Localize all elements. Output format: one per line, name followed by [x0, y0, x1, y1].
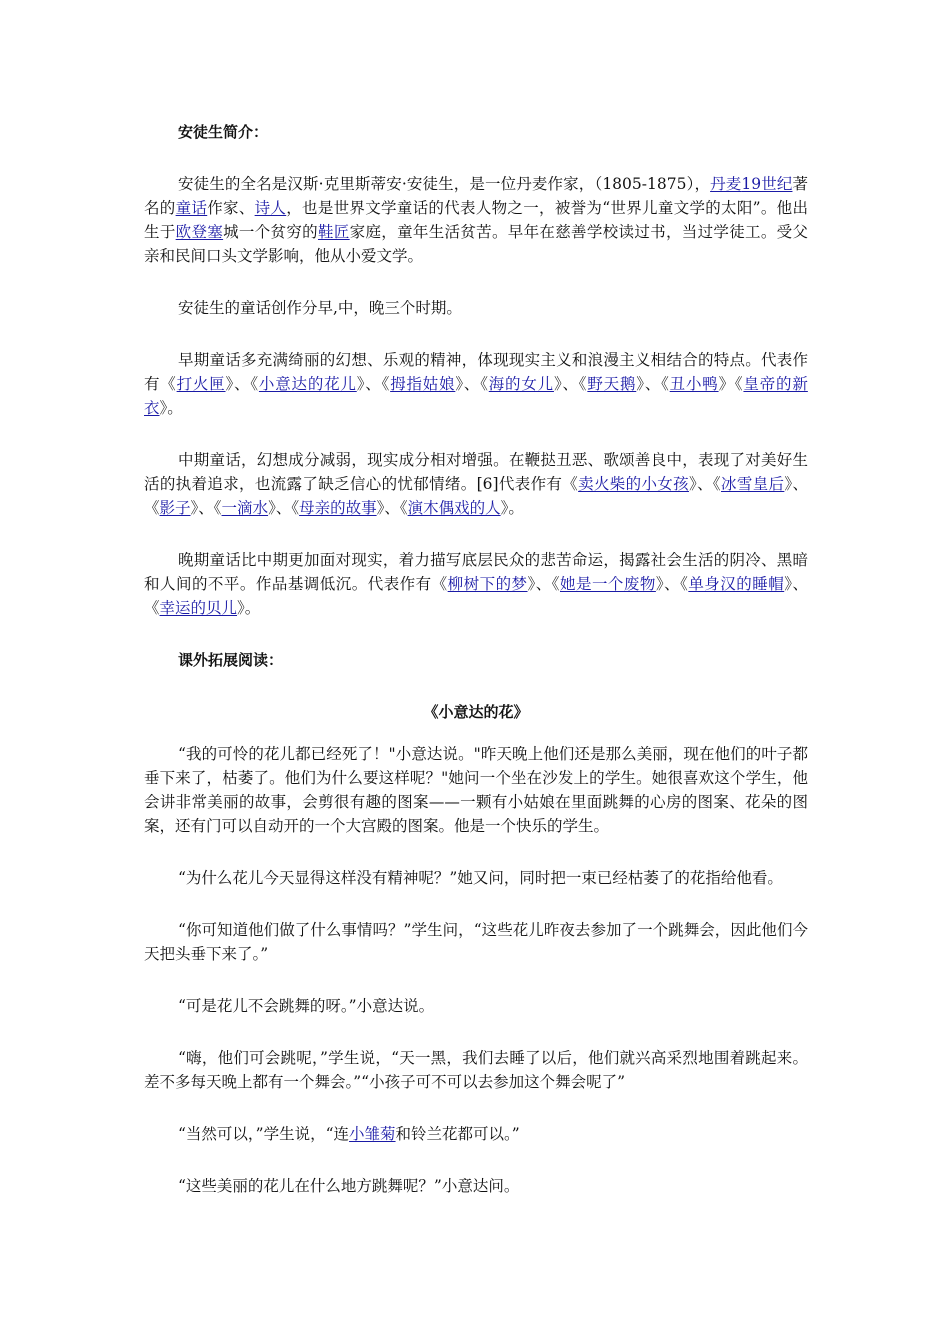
link-puppet-show-man[interactable]: 演木偶戏的人 — [407, 499, 501, 517]
link-thumbelina[interactable]: 拇指姑娘 — [390, 375, 456, 393]
link-19th-century[interactable]: 19世纪 — [741, 175, 793, 193]
link-odense[interactable]: 欧登塞 — [175, 223, 224, 241]
intro-paragraph-middle-period: 中期童话，幻想成分减弱，现实成分相对增强。在鞭挞丑恶、歌颂善良中，表现了对美好生活的执着追求，也流露了缺乏信心的忧郁情绪。[6]代表作有《卖火柴的小女孩》、《冰雪皇后》、《影子》、《一滴水》、《母亲的故事》、《演木偶戏的人》。 — [144, 451, 808, 517]
story-paragraph: “为什么花儿今天显得这样没有精神呢？”她又问，同时把一束已经枯萎了的花指给他看。 — [178, 869, 783, 887]
link-little-idas-flowers[interactable]: 小意达的花儿 — [258, 375, 357, 393]
story-paragraph: “可是花儿不会跳舞的呀。”小意达说。 — [178, 997, 435, 1015]
reading-heading: 课外拓展阅读： — [178, 651, 284, 669]
link-little-mermaid[interactable]: 海的女儿 — [488, 375, 554, 393]
intro-paragraph-biography: 安徒生的全名是汉斯·克里斯蒂安·安徒生，是一位丹麦作家，（1805-1875），丹麦19世纪著名的童话作家、诗人，也是世界文学童话的代表人物之一，被誉为“世界儿童文学的太阳”。他出生于欧登塞城一个贫穷的鞋匠家庭，童年生活贫苦。早年在慈善学校读过书，当过学徒工。受父亲和民间口头文学影响，他从小爱文学。 — [144, 175, 808, 265]
link-snow-queen[interactable]: 冰雪皇后 — [721, 475, 785, 493]
link-shadow[interactable]: 影子 — [159, 499, 191, 517]
link-fairy-tale[interactable]: 童话 — [175, 199, 208, 217]
link-little-match-girl[interactable]: 卖火柴的小女孩 — [578, 475, 689, 493]
document-page — [144, 120, 808, 1198]
link-little-daisy[interactable]: 小雏菊 — [349, 1125, 396, 1143]
link-poet[interactable]: 诗人 — [254, 199, 287, 217]
link-story-of-a-mother[interactable]: 母亲的故事 — [299, 499, 377, 517]
link-ugly-duckling[interactable]: 丑小鸭 — [669, 375, 719, 393]
link-good-for-nothing[interactable]: 她是一个废物 — [559, 575, 656, 593]
link-drop-of-water[interactable]: 一滴水 — [221, 499, 269, 517]
link-lucky-peer[interactable]: 幸运的贝儿 — [159, 599, 238, 617]
story-paragraph: “当然可以，”学生说，“连小雏菊和铃兰花都可以。” — [178, 1125, 520, 1143]
intro-paragraph-early-period: 早期童话多充满绮丽的幻想、乐观的精神，体现现实主义和浪漫主义相结合的特点。代表作有《打火匣》、《小意达的花儿》、《拇指姑娘》、《海的女儿》、《野天鹅》、《丑小鸭》《皇帝的新衣》。 — [144, 351, 808, 417]
link-under-the-willow-tree[interactable]: 柳树下的梦 — [447, 575, 528, 593]
link-wild-swans[interactable]: 野天鹅 — [587, 375, 637, 393]
story-paragraph: “你可知道他们做了什么事情吗？”学生问，“这些花儿昨夜去参加了一个跳舞会，因此他们今天把头垂下来了。” — [144, 921, 808, 963]
link-emperors-new-clothes[interactable]: 皇帝的新衣 — [144, 375, 808, 417]
link-bachelors-nightcap[interactable]: 单身汉的睡帽 — [688, 575, 785, 593]
link-denmark[interactable]: 丹麦 — [710, 175, 742, 193]
story-title: 《小意达的花》 — [423, 703, 529, 721]
link-tinderbox[interactable]: 打火匣 — [176, 375, 226, 393]
story-paragraph: “我的可怜的花儿都已经死了！"小意达说。"昨天晚上他们还是那么美丽，现在他们的叶子都垂下来了，枯萎了。他们为什么要这样呢？"她问一个坐在沙发上的学生。她很喜欢这个学生，他会讲非常美丽的故事，会剪很有趣的图案——一颗有小姑娘在里面跳舞的心房的图案、花朵的图案，还有门可以自动开的一个大宫殿的图案。他是一个快乐的学生。 — [144, 745, 808, 835]
intro-heading: 安徒生简介： — [178, 123, 269, 141]
link-shoemaker[interactable]: 鞋匠 — [318, 223, 350, 241]
story-paragraph: “这些美丽的花儿在什么地方跳舞呢？”小意达问。 — [178, 1177, 520, 1195]
intro-paragraph-periods: 安徒生的童话创作分早,中，晚三个时期。 — [178, 299, 462, 317]
intro-paragraph-late-period: 晚期童话比中期更加面对现实，着力描写底层民众的悲苦命运，揭露社会生活的阴冷、黑暗和人间的不平。作品基调低沉。代表作有《柳树下的梦》、《她是一个废物》、《单身汉的睡帽》、《幸运的贝儿》。 — [144, 551, 808, 617]
story-paragraph: “嗨，他们可会跳呢，”学生说，“天一黑，我们去睡了以后，他们就兴高采烈地围着跳起来。差不多每天晚上都有一个舞会。”“小孩子可不可以去参加这个舞会呢了” — [144, 1049, 808, 1091]
